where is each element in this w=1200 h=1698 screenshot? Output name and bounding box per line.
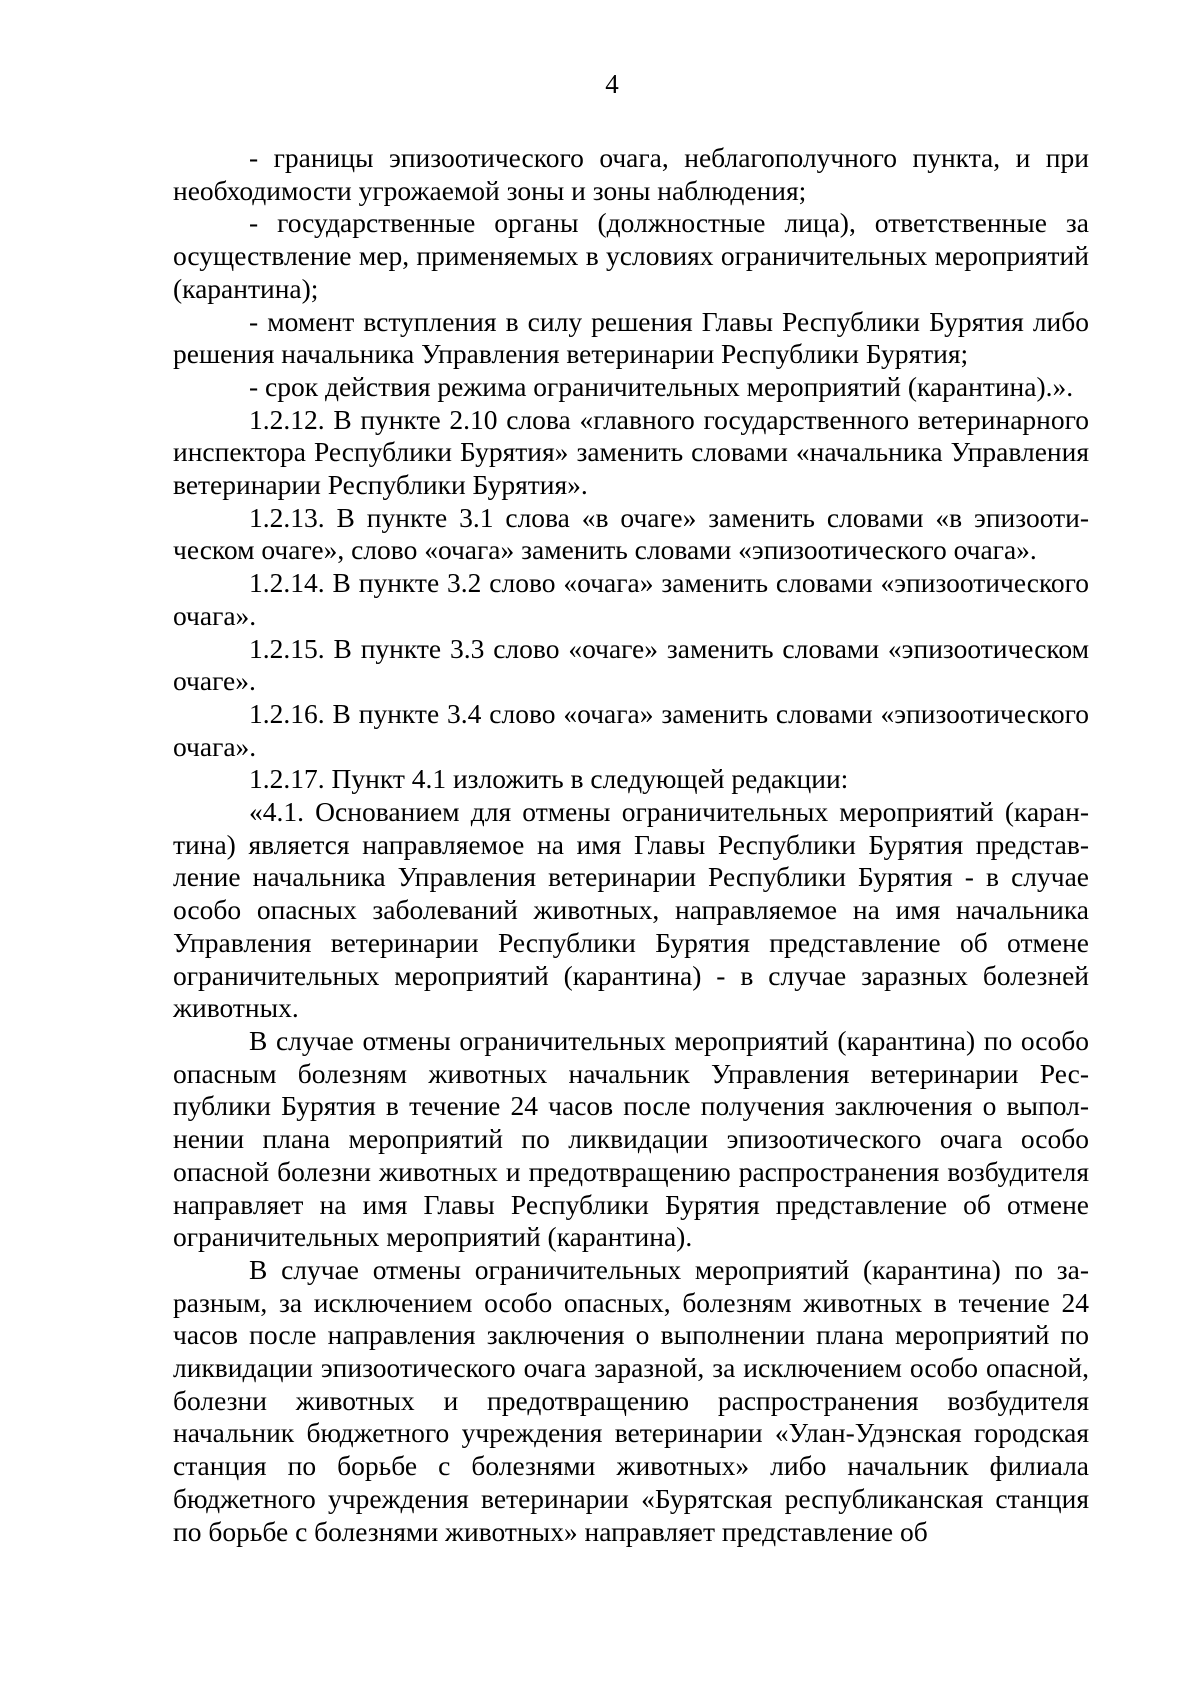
- paragraph-state-bodies: - государственные органы (должностные лица), ответственные за осуществление мер, применяемых в условиях ограничительных мероприятий (карантина);: [173, 207, 1089, 304]
- paragraph-1-2-12: 1.2.12. В пункте 2.10 слова «главного государственного ветеринарного инспектора Республики Бурятия» заменить словами «начальника Управления ветеринарии Республики Бурятия».: [173, 403, 1089, 501]
- paragraph-validity-term: - срок действия режима ограничительных мероприятий (карантина).».: [249, 370, 1074, 402]
- paragraph-1-2-16: 1.2.16. В пункте 3.4 слово «очага» заменить словами «эпизоотического очага».: [173, 697, 1089, 762]
- paragraph-4-1: «4.1. Основанием для отмены ограничительных мероприятий (карантина) является направляемое на имя Главы Республики Бурятия представление начальника Управления ветеринарии Республики Бурятия - в случае особо опасных заболеваний животных, направляемое на имя начальника Управления ветеринарии Республики Бурятия представление об отмене ограничительных мероприятий (карантина) - в случае заразных болезней животных.: [173, 796, 1089, 1024]
- paragraph-contagious-diseases: В случае отмены ограничительных мероприятий (карантина) по заразным, за исключением особо опасных, болезням животных в течение 24 часов после направления заключения о выполнении плана мероприятий по ликвидации эпизоотического очага заразной, за исключением особо опасной, болезни животных и предотвращению распространения возбудителя начальник бюджетного учреждения ветеринарии «Улан-Удэнская городская станция по борьбе с болезнями животных» либо начальник филиала бюджетного учреждения ветеринарии «Бурятская республиканская станция по борьбе с болезнями животных» направляет представление об: [173, 1253, 1089, 1547]
- document-body: [173, 142, 1089, 1548]
- paragraph-1-2-13: 1.2.13. В пункте 3.1 слова «в очаге» заменить словами «в эпизоотическом очаге», слово «очага» заменить словами «эпизоотического очага».: [173, 501, 1089, 566]
- paragraph-1-2-15: 1.2.15. В пункте 3.3 слово «очаге» заменить словами «эпизоотическом очаге».: [173, 632, 1089, 697]
- paragraph-dangerous-diseases: В случае отмены ограничительных мероприятий (карантина) по особо опасным болезням животных начальник Управления ветеринарии Республики Бурятия в течение 24 часов после получения заключения о выполнении плана мероприятий по ликвидации эпизоотического очага особо опасной болезни животных и предотвращению распространения возбудителя направляет на имя Главы Республики Бурятия представление об отмене ограничительных мероприятий (карантина).: [173, 1024, 1089, 1253]
- paragraph-boundaries: - границы эпизоотического очага, неблагополучного пункта, и при необходимости угрожаемой зоны и зоны наблюдения;: [173, 142, 1089, 206]
- page-number: 4: [605, 69, 619, 99]
- paragraph-1-2-17: 1.2.17. Пункт 4.1 изложить в следующей редакции:: [249, 763, 849, 795]
- paragraph-effective-moment: - момент вступления в силу решения Главы Республики Бурятия либо решения начальника Управления ветеринарии Республики Бурятия;: [173, 305, 1089, 370]
- paragraph-1-2-14: 1.2.14. В пункте 3.2 слово «очага» заменить словами «эпизоотического очага».: [173, 567, 1089, 631]
